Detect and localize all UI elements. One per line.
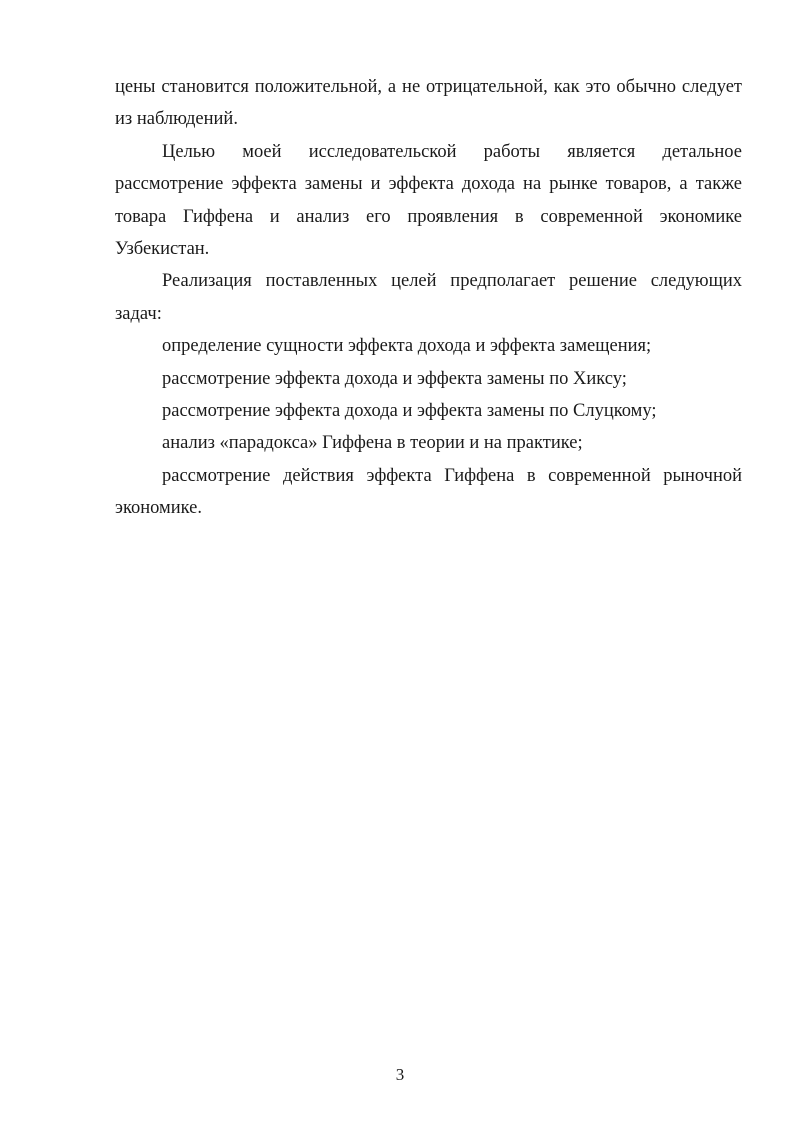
page-number: 3 — [395, 1065, 405, 1084]
task-list — [115, 330, 742, 524]
list-item: рассмотрение действия эффекта Гиффена в современной рыночной экономике. — [115, 465, 742, 519]
page-body — [115, 71, 742, 525]
list-item: определение сущности эффекта дохода и эффекта замещения; — [162, 336, 652, 357]
list-item: рассмотрение эффекта дохода и эффекта замены по Слуцкому; — [162, 401, 657, 422]
paragraph-tasks-intro: Реализация поставленных целей предполагает решение следующих задач: — [115, 271, 742, 324]
list-item: рассмотрение эффекта дохода и эффекта замены по Хиксу; — [162, 368, 627, 389]
paragraph-continuation: цены становится положительной, а не отрицательной, как это обычно следует из наблюдений. — [115, 77, 742, 130]
list-item: анализ «парадокса» Гиффена в теории и на практике; — [162, 433, 583, 454]
paragraph-research-goal: Целью моей исследовательской работы является детальное рассмотрение эффекта замены и эффекта дохода на рынке товаров, а также товара Гиффена и анализ его проявления в современной экономике Узбекистан. — [115, 141, 742, 260]
